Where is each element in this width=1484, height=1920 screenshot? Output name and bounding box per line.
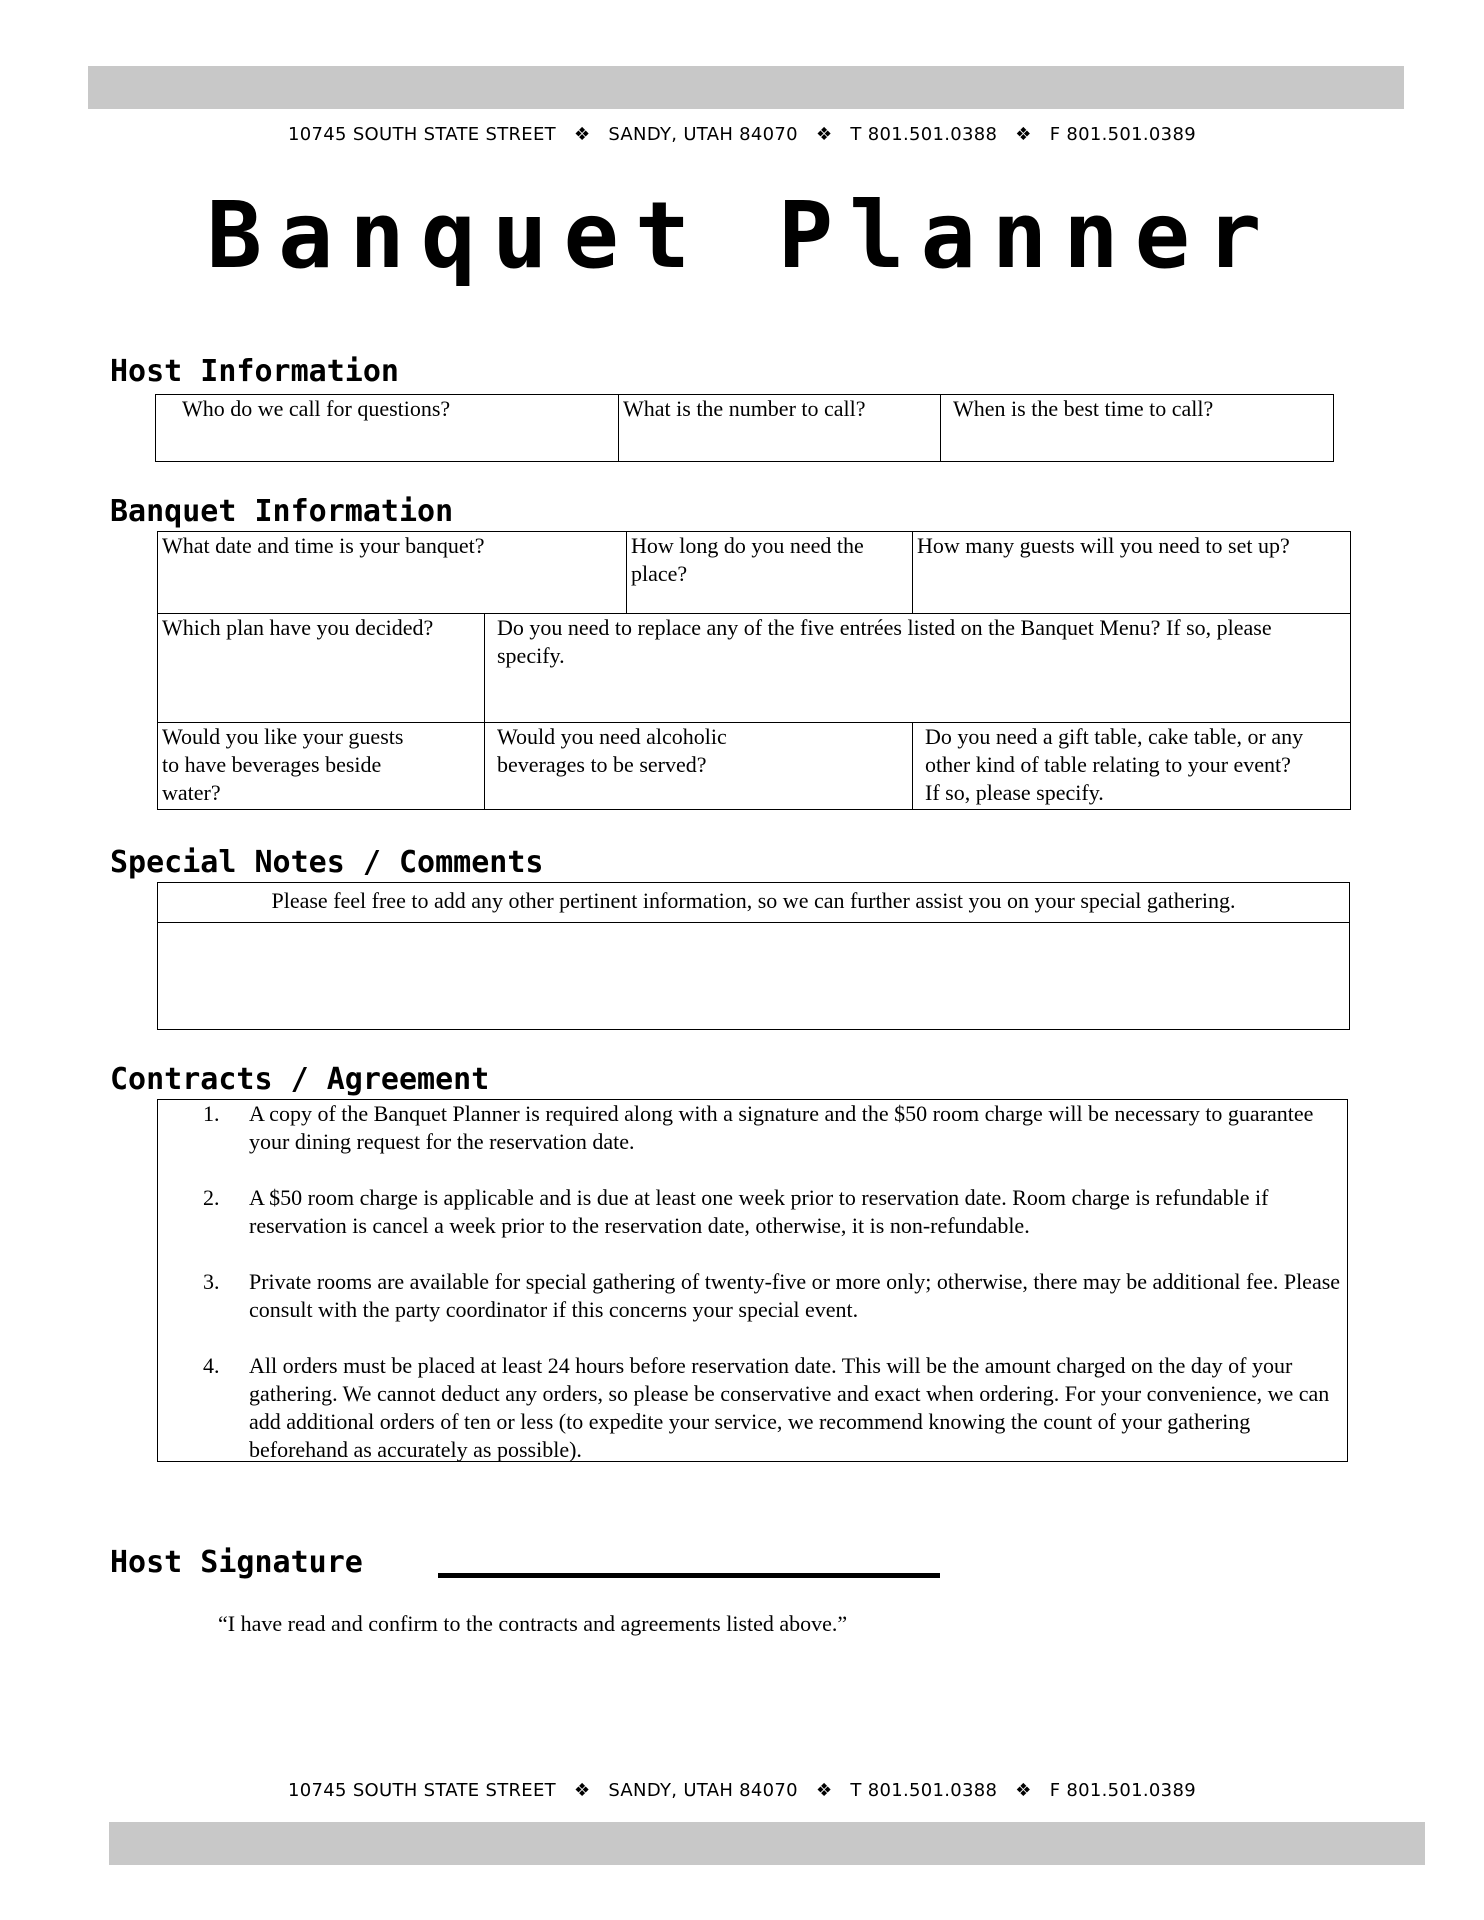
- signature-confirmation: “I have read and confirm to the contracts and agreements listed above.”: [218, 1611, 848, 1636]
- contracts-box: [157, 1099, 1348, 1462]
- entree-replacement-field[interactable]: [485, 614, 1351, 723]
- contract-item: [158, 1352, 1347, 1464]
- phone-number: T 801.501.0388: [850, 124, 998, 145]
- contract-item-number: 3.: [203, 1269, 220, 1294]
- separator-icon: ❖: [1015, 124, 1032, 145]
- best-time-field[interactable]: [941, 395, 1334, 462]
- contact-number-field[interactable]: [619, 395, 941, 462]
- duration-label: How long do you need the place?: [631, 533, 864, 586]
- special-notes-prompt: Please feel free to add any other pertinent information, so we can further assist you on your special gathering.: [158, 883, 1349, 923]
- contract-item-text: A $50 room charge is applicable and is due at least one week prior to reservation date. Room charge is refundable if reservation is cancel a week prior to the reservation date, otherwise, it is non-refundable.: [249, 1185, 1269, 1238]
- city-state-zip: SANDY, UTAH 84070: [608, 124, 798, 145]
- contract-item: [158, 1268, 1347, 1324]
- host-information-heading: Host Information: [110, 354, 399, 389]
- best-time-label: When is the best time to call?: [953, 396, 1214, 421]
- special-notes-input-area[interactable]: [158, 923, 1349, 1027]
- separator-icon: ❖: [1015, 1780, 1032, 1801]
- entree-replacement-label: Do you need to replace any of the five entrées listed on the Banquet Menu? If so, please specify.: [497, 615, 1272, 668]
- contracts-heading: Contracts / Agreement: [110, 1062, 490, 1097]
- footer-bar: [109, 1822, 1425, 1865]
- alcohol-field[interactable]: [485, 723, 913, 810]
- separator-icon: ❖: [815, 1780, 833, 1801]
- contact-number-label: What is the number to call?: [623, 396, 866, 421]
- tables-label: Do you need a gift table, cake table, or any other kind of table relating to your event? If so, please specify.: [925, 724, 1304, 805]
- tables-field[interactable]: [913, 723, 1351, 810]
- host-signature-heading: Host Signature: [110, 1545, 363, 1580]
- street-address: 10745 SOUTH STATE STREET: [288, 124, 556, 145]
- banquet-information-table: [157, 531, 1351, 810]
- city-state-zip: SANDY, UTAH 84070: [608, 1780, 798, 1801]
- contract-item-number: 2.: [203, 1185, 220, 1210]
- contract-item-number: 4.: [203, 1353, 220, 1378]
- header-bar: [88, 66, 1404, 109]
- contracts-list: [158, 1100, 1347, 1464]
- banquet-date-time-field[interactable]: [158, 532, 627, 614]
- plan-choice-field[interactable]: [158, 614, 485, 723]
- contract-item-number: 1.: [203, 1101, 220, 1126]
- host-information-table: [155, 394, 1334, 462]
- beverages-field[interactable]: [158, 723, 485, 810]
- fax-number: F 801.501.0389: [1049, 124, 1196, 145]
- banquet-date-time-label: What date and time is your banquet?: [162, 533, 485, 558]
- footer-address-line: [0, 1780, 1484, 1801]
- contact-name-label: Who do we call for questions?: [182, 396, 451, 421]
- street-address: 10745 SOUTH STATE STREET: [288, 1780, 556, 1801]
- separator-icon: ❖: [573, 124, 591, 145]
- guest-count-label: How many guests will you need to set up?: [917, 533, 1290, 558]
- contract-item-text: Private rooms are available for special gathering of twenty-five or more only; otherwise, there may be additional fee. Please consult with the party coordinator if this concerns your special event.: [249, 1269, 1341, 1322]
- contract-item-text: All orders must be placed at least 24 hours before reservation date. This will be the amount charged on the day of your gathering. We cannot deduct any orders, so please be conservative and exact when ordering. For your convenience, we can add additional orders of ten or less (to expedite your service, we recommend knowing the count of your gathering beforehand as accurately as possible).: [249, 1353, 1330, 1462]
- beverages-label: Would you like your guests to have beverages beside water?: [162, 724, 404, 805]
- separator-icon: ❖: [573, 1780, 591, 1801]
- duration-field[interactable]: [627, 532, 913, 614]
- separator-icon: ❖: [815, 124, 833, 145]
- banquet-information-heading: Banquet Information: [110, 494, 454, 529]
- contract-item: [158, 1100, 1347, 1156]
- contact-name-field[interactable]: [156, 395, 619, 462]
- signature-line[interactable]: [438, 1573, 940, 1578]
- special-notes-box: [157, 882, 1350, 1030]
- page-title: Banquet Planner: [206, 182, 1278, 289]
- plan-choice-label: Which plan have you decided?: [162, 615, 434, 640]
- fax-number: F 801.501.0389: [1049, 1780, 1196, 1801]
- guest-count-field[interactable]: [913, 532, 1351, 614]
- special-notes-heading: Special Notes / Comments: [110, 845, 544, 880]
- phone-number: T 801.501.0388: [850, 1780, 998, 1801]
- alcohol-label: Would you need alcoholic beverages to be served?: [497, 724, 727, 777]
- header-address-line: [0, 124, 1484, 145]
- contract-item-text: A copy of the Banquet Planner is required along with a signature and the $50 room charge will be necessary to guarantee your dining request for the reservation date.: [249, 1101, 1314, 1154]
- contract-item: [158, 1184, 1347, 1240]
